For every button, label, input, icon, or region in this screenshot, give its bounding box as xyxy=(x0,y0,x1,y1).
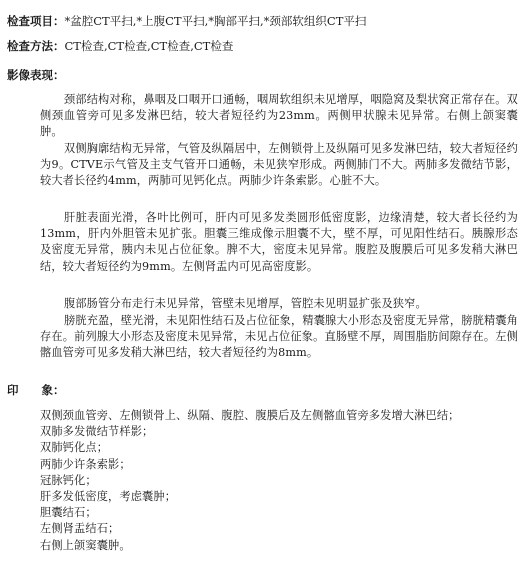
exam-method-label: 检查方法： xyxy=(7,39,65,53)
findings-paragraph-pelvis: 膀胱充盈，壁光滑，未见阳性结石及占位征象，精囊腺大小形态及密度无异常，膀胱精囊角存在。前列腺大小形态及密度未见异常，未见占位征象。直肠壁不厚，周围脂肪间隙存在。左侧髂血管旁可见多发稍大淋巴结，较大者短径约为8mm。 xyxy=(40,314,518,360)
exam-items-label: 检查项目： xyxy=(7,14,65,28)
impression-item: 双肺多发微结节样影； xyxy=(40,425,154,439)
exam-items-line xyxy=(7,13,366,29)
impression-list xyxy=(40,408,518,554)
impression-item: 胆囊结石； xyxy=(40,506,97,520)
exam-items-value: *盆腔CT平扫,*上腹CT平扫,*胸部平扫,*颈部软组织CT平扫 xyxy=(64,14,367,28)
findings-paragraph-intestine: 腹部肠管分布走行未见异常，管壁未见增厚，管腔未见明显扩张及狭窄。 xyxy=(64,297,427,310)
impression-item: 肝多发低密度，考虑囊肿； xyxy=(40,490,177,504)
impression-item: 右侧上颌窦囊肿。 xyxy=(40,538,131,552)
impression-item: 冠脉钙化； xyxy=(40,473,97,487)
impression-item: 双侧颈血管旁、左侧锁骨上、纵隔、腹腔、腹膜后及左侧髂血管旁多发增大淋巴结； xyxy=(40,409,460,422)
impression-item: 左侧肾盂结石； xyxy=(40,522,120,536)
findings-paragraph-upper-abdomen: 肝脏表面光滑，各叶比例可，肝内可见多发类圆形低密度影，边缘清楚，较大者长径约为13mm，肝内外胆管未见扩张。胆囊三维成像示胆囊不大，壁不厚，可见阳性结石。胰腺形态及密度无异常，胰内未见占位征象。脾不大，密度未见异常。腹腔及腹膜后可见多发稍大淋巴结，较大者短径约为9mm。左侧肾盂内可见高密度影。 xyxy=(40,211,518,273)
findings-paragraph-neck: 颈部结构对称，鼻咽及口咽开口通畅，咽周软组织未见增厚，咽隐窝及梨状窝正常存在。双侧颈血管旁可见多发淋巴结，较大者短径约为23mm。两侧甲状腺未见异常。右侧上颌窦囊肿。 xyxy=(40,93,518,139)
exam-method-line xyxy=(7,38,233,54)
exam-method-value: CT检查,CT检查,CT检查,CT检查 xyxy=(64,39,234,53)
findings-paragraph-chest: 双侧胸廓结构无异常，气管及纵隔居中，左侧锁骨上及纵隔可见多发淋巴结，较大者短径约为9。CTVE示气管及主支气管开口通畅，未见狭窄形成。两侧肺门不大。两肺多发微结节影，较大者长径约4mm，两肺可见钙化点。两肺少许条索影。心脏不大。 xyxy=(40,142,518,188)
findings-title: 影像表现： xyxy=(7,68,65,82)
impression-title: 印 象： xyxy=(7,383,65,397)
impression-item: 两肺少许条索影； xyxy=(40,457,131,471)
impression-item: 双肺钙化点； xyxy=(40,441,109,455)
